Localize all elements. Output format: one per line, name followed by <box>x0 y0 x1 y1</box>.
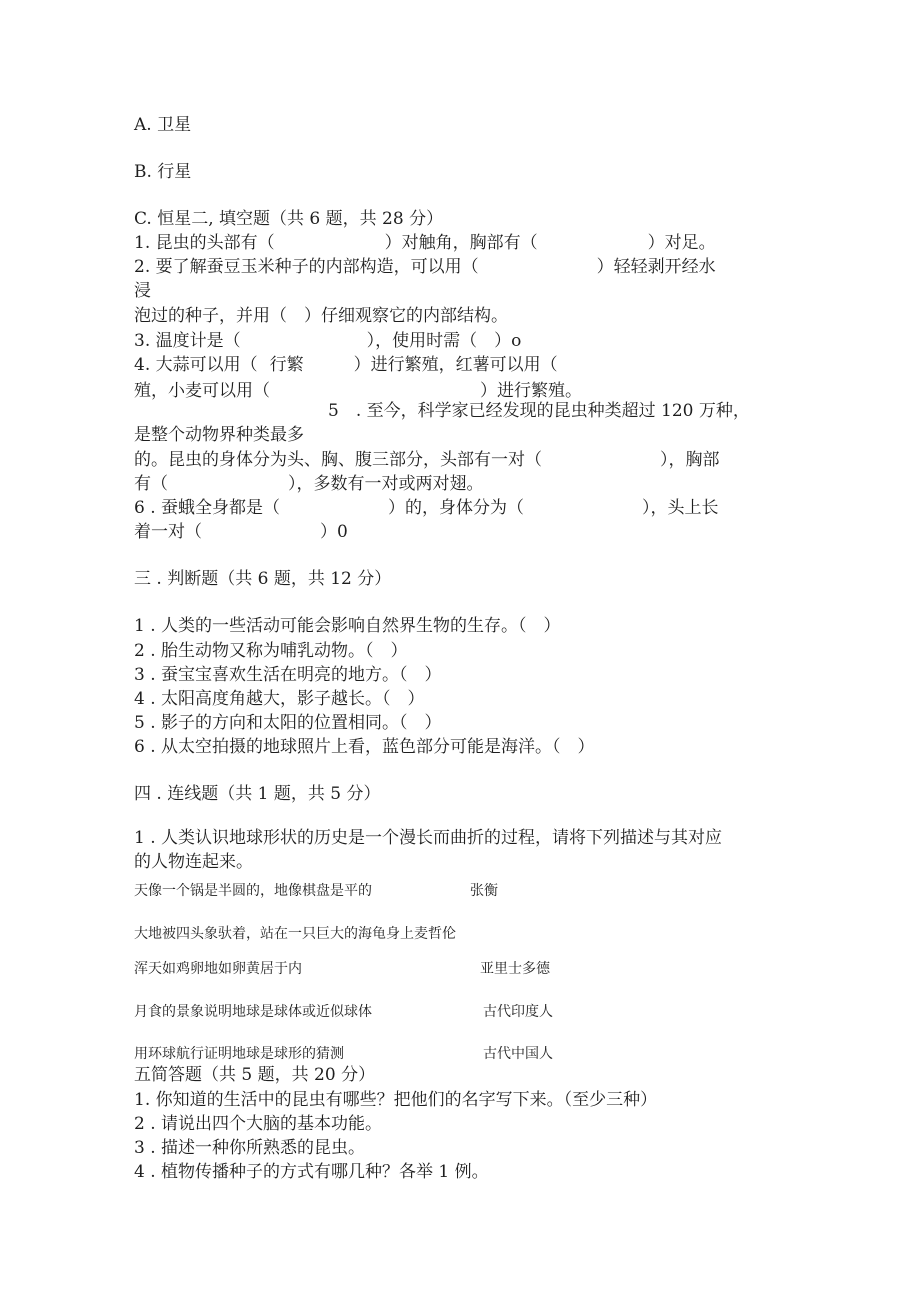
judge-item: 3 . 蚕宝宝喜欢生活在明亮的地方。（ ） <box>134 665 442 685</box>
fill-q3-part1: 3. 温度计是（ <box>134 331 241 351</box>
judge-item: 6 . 从太空拍摄的地球照片上看，蓝色部分可能是海洋。（ ） <box>134 737 595 757</box>
fill-q2-part1: 2. 要了解蚕豆玉米种子的内部构造，可以用（ <box>134 257 479 277</box>
match-question-line2: 的人物连起来。 <box>134 852 253 872</box>
fill-question-4-line1 <box>134 354 558 376</box>
fill-q1-part2: ）对触角，胸部有（ <box>384 233 538 253</box>
fill-q5-part1: 的。昆虫的身体分为头、胸、腹三部分，头部有一对（ <box>134 450 542 470</box>
fill-q1-part3: ）对足。 <box>647 233 716 253</box>
short-answer-item: 4 . 植物传播种子的方式有哪几种？各举 1 例。 <box>134 1162 489 1182</box>
judge-item: 1 . 人类的一些活动可能会影响自然界生物的生存。（ ） <box>134 616 561 636</box>
match-left-item: 月食的景象说明地球是球体或近似球体 <box>134 1004 372 1020</box>
fill-q5-part4: ），多数有一对或两对翅。 <box>288 474 484 494</box>
fill-question-4-line2 <box>134 380 582 402</box>
fill-question-6-line1 <box>134 497 719 519</box>
fill-question-2-line3: 泡过的种子，并用（ ）仔细观察它的内部结构。 <box>134 306 508 326</box>
fill-q1-part1: 1. 昆虫的头部有（ <box>134 233 275 253</box>
judge-section-title: 三 . 判断题（共 6 题，共 12 分） <box>134 569 392 589</box>
fill-q5-part3: 有（ <box>134 474 168 494</box>
match-left-item: 浑天如鸡卵地如卵黄居于内 <box>134 961 302 977</box>
short-answer-item: 2 . 请说出四个大脑的基本功能。 <box>134 1114 383 1134</box>
fill-question-2-line1 <box>134 256 716 278</box>
fill-q4-part5: ）进行繁殖。 <box>480 381 582 401</box>
match-section-title: 四 . 连线题（共 1 题，共 5 分） <box>134 784 381 804</box>
match-left-item: 天像一个锅是半圆的，地像棋盘是平的 <box>134 883 372 899</box>
fill-q5-part2: ），胸部 <box>660 450 720 470</box>
short-answer-item: 3 . 描述一种你所熟悉的昆虫。 <box>134 1138 366 1158</box>
fill-q4-part1: 4. 大蒜可以用（ <box>134 355 258 375</box>
fill-q4-part2: 行繁 <box>269 355 304 375</box>
judge-item: 5 . 影子的方向和太阳的位置相同。（ ） <box>134 713 442 733</box>
fill-question-2-line2: 浸 <box>134 281 151 301</box>
fill-question-5-line3 <box>134 449 720 471</box>
fill-question-6-line2 <box>134 521 348 543</box>
fill-q2-part2: ）轻轻剥开经水 <box>596 257 716 277</box>
fill-q6-part5: ）0 <box>320 522 348 542</box>
fill-q6-part1: 6 . 蚕蛾全身都是（ <box>134 498 281 518</box>
fill-question-1 <box>134 232 716 254</box>
fill-question-5-line2: 是整个动物界种类最多 <box>134 425 304 445</box>
match-right-item: 古代中国人 <box>483 1046 553 1062</box>
fill-q6-part2: ）的，身体分为（ <box>388 498 525 518</box>
option-c-section2-title: C. 恒星二, 填空题（共 6 题，共 28 分） <box>134 209 444 229</box>
judge-item: 4 . 太阳高度角越大，影子越长。（ ） <box>134 689 425 709</box>
match-left-item: 用环球航行证明地球是球形的猜测 <box>134 1046 344 1062</box>
fill-question-5-line4 <box>134 473 484 495</box>
short-answer-section-title: 五简答题（共 5 题，共 20 分） <box>134 1065 376 1085</box>
fill-q6-part4: 着一对（ <box>134 522 202 542</box>
fill-q6-part3: ），头上长 <box>642 498 719 518</box>
match-question-line1: 1 . 人类认识地球形状的历史是一个漫长而曲折的过程，请将下列描述与其对应 <box>134 828 723 848</box>
fill-q4-part4: 殖，小麦可以用（ <box>134 381 270 401</box>
match-right-item: 张衡 <box>470 883 498 899</box>
match-right-item: 古代印度人 <box>483 1004 553 1020</box>
match-right-item: 亚里士多德 <box>480 961 550 977</box>
match-left-item: 大地被四头象驮着，站在一只巨大的海龟身上麦哲伦 <box>134 926 456 942</box>
fill-q3-part2: ），使用时需（ ）o <box>366 331 522 351</box>
option-a: A. 卫星 <box>134 115 192 135</box>
judge-item: 2 . 胎生动物又称为哺乳动物。（ ） <box>134 641 408 661</box>
option-b: B. 行星 <box>134 162 192 182</box>
fill-q4-part3: ）进行繁殖，红薯可以用（ <box>353 355 558 375</box>
fill-question-3 <box>134 330 521 352</box>
fill-question-5-line1: 5 . 至今，科学家已经发现的昆虫种类超过 120 万种， <box>328 401 750 421</box>
short-answer-item: 1. 你知道的生活中的昆虫有哪些？把他们的名字写下来。（至少三种） <box>134 1090 658 1110</box>
